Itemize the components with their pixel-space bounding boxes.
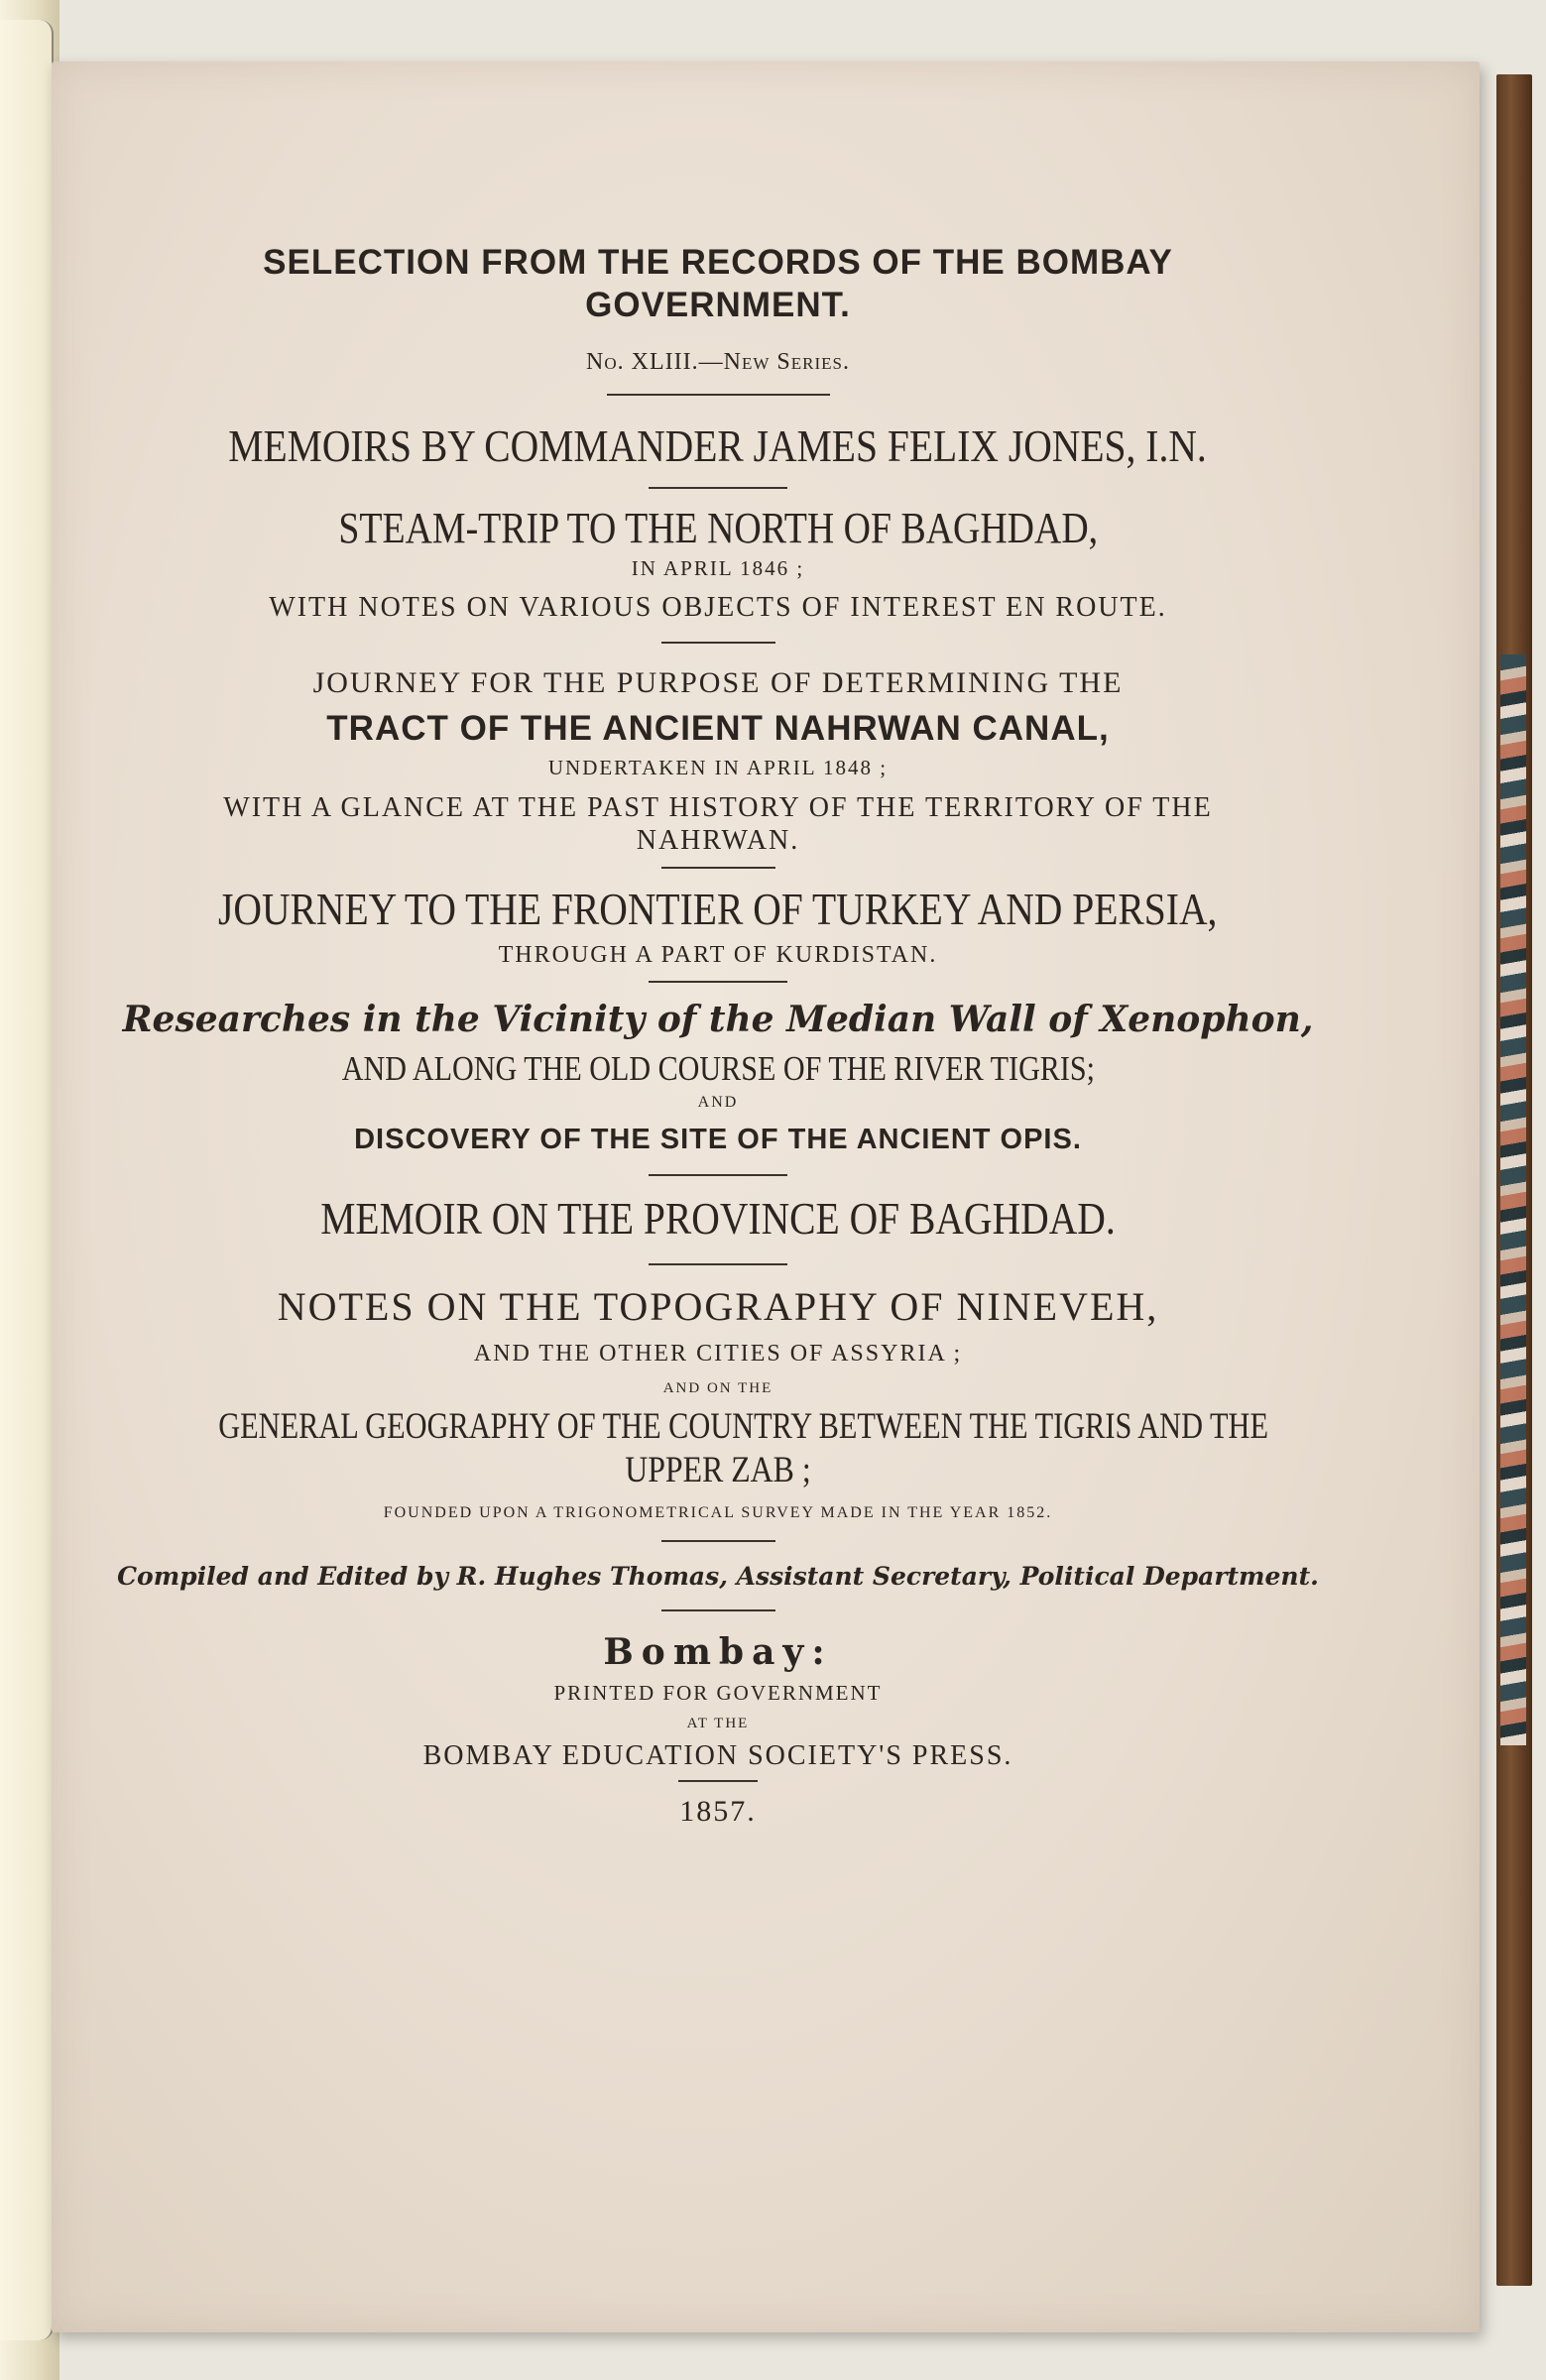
divider [661,1540,775,1542]
divider [649,487,787,489]
nahrwan-line-5: NAHRWAN. [636,825,800,857]
nineveh-line-2: AND THE OTHER CITIES OF ASSYRIA ; [473,1341,963,1368]
imprint-at-the: AT THE [686,1716,750,1732]
steam-trip-date: IN APRIL 1846 ; [631,556,805,581]
marbled-endpaper [1500,654,1526,1745]
nahrwan-line-4: WITH A GLANCE AT THE PAST HISTORY OF THE TERRITORY OF THE [223,792,1213,824]
nineveh-line-6: FOUNDED UPON A TRIGONOMETRICAL SURVEY MADE IN THE YEAR 1852. [383,1503,1053,1521]
nineveh-line-4: GENERAL GEOGRAPHY OF THE COUNTRY BETWEEN THE TIGRIS AND THE [218,1406,1269,1448]
researches-and: AND [697,1093,739,1111]
header-line-1: SELECTION FROM THE RECORDS OF THE BOMBAY [263,243,1173,282]
divider [649,1174,787,1176]
facing-page-edge [0,20,54,2340]
main-title: MEMOIRS BY COMMANDER JAMES FELIX JONES, I.N. [228,419,1208,471]
frontier-title: JOURNEY TO THE FRONTIER OF TURKEY AND PERSIA, [218,884,1218,935]
imprint-printed: PRINTED FOR GOVERNMENT [553,1681,883,1706]
nahrwan-line-1: JOURNEY FOR THE PURPOSE OF DETERMINING THE [312,665,1124,699]
divider [661,642,775,644]
divider [678,1780,758,1782]
imprint-year: 1857. [679,1794,757,1828]
title-page-content [103,242,1333,1829]
series-number: No. XLIII.—New Series. [586,348,850,375]
researches-title: Researches in the Vicinity of the Median Wall of Xenophon, [122,998,1314,1040]
nahrwan-line-3: UNDERTAKEN IN APRIL 1848 ; [547,755,889,779]
imprint-press: BOMBAY EDUCATION SOCIETY'S PRESS. [422,1739,1013,1771]
nineveh-title: NOTES ON THE TOPOGRAPHY OF NINEVEH, [277,1284,1159,1330]
steam-trip-title: STEAM-TRIP TO THE NORTH OF BAGHDAD, [338,504,1098,553]
divider [661,1609,775,1611]
title-page [52,61,1480,2332]
nahrwan-line-2: TRACT OF THE ANCIENT NAHRWAN CANAL, [326,709,1110,749]
steam-trip-notes: WITH NOTES ON VARIOUS OBJECTS OF INTEREST EN ROUTE. [269,591,1167,623]
imprint-place: Bombay: [603,1630,833,1673]
divider [661,867,775,869]
divider [649,981,787,983]
frontier-sub: THROUGH A PART OF KURDISTAN. [498,941,938,968]
divider [649,1263,787,1265]
researches-line-3: DISCOVERY OF THE SITE OF THE ANCIENT OPIS. [354,1123,1082,1155]
compiled-by: Compiled and Edited by R. Hughes Thomas, Assistant Secretary, Political Department. [117,1562,1319,1592]
memoir-province: MEMOIR ON THE PROVINCE OF BAGHDAD. [320,1192,1116,1244]
nineveh-line-3: AND ON THE [662,1379,773,1396]
header-line-2: GOVERNMENT. [585,286,851,325]
divider [607,394,830,396]
nineveh-line-5: UPPER ZAB ; [625,1449,811,1490]
researches-line-2: AND ALONG THE OLD COURSE OF THE RIVER TIGRIS; [341,1049,1095,1089]
